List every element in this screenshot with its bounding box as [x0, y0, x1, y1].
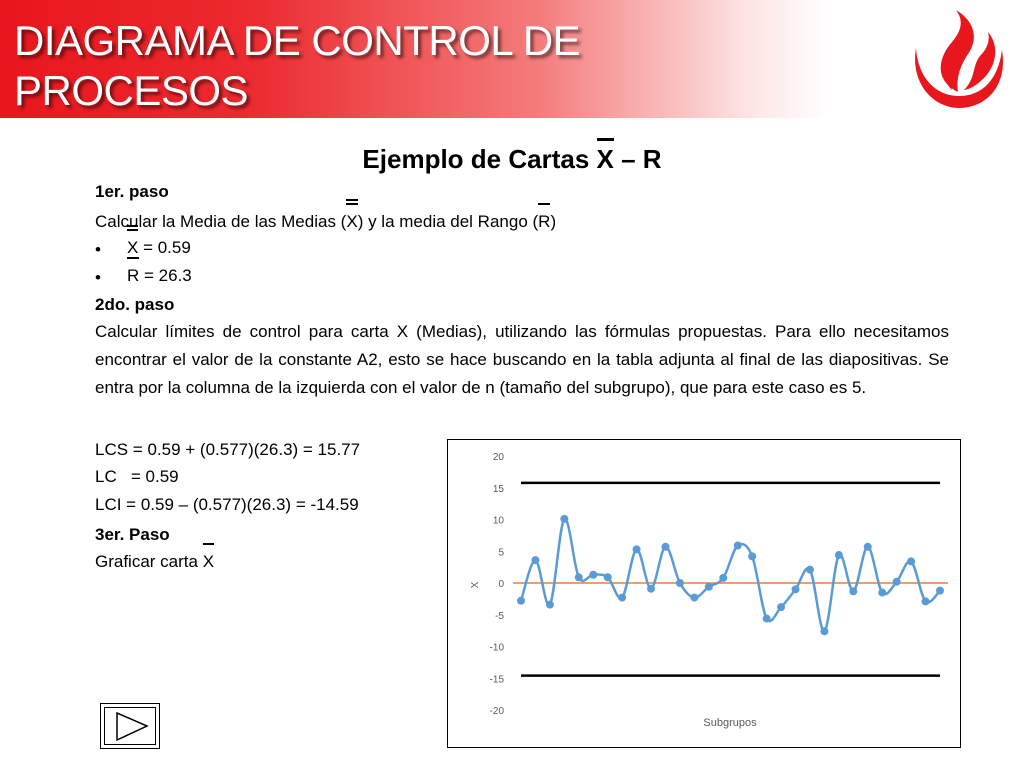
data-point — [589, 571, 597, 579]
step3-desc-text: Graficar carta — [95, 552, 198, 571]
data-point — [575, 573, 583, 581]
control-chart — [447, 439, 961, 748]
series-line — [521, 519, 940, 632]
data-point — [560, 515, 568, 523]
data-point — [907, 557, 915, 565]
y-axis-label: X — [470, 581, 481, 589]
step1-description — [95, 208, 556, 236]
step2-paragraph: Calcular límites de control para carta X (Medias), utilizando las fórmulas propuestas. Para ello necesitamos encontrar el valor de la constante A2, esto se hace buscando en la tabla adjunta al final de las diapositivas. Se entra por la columna de la izquierda con el valor de n (tamaño del subgrupo), que para este caso es 5. — [95, 322, 949, 397]
bullet-item-rbar — [127, 262, 192, 290]
formula-lci: LCI = 0.59 – (0.577)(26.3) = -14.59 — [95, 495, 359, 514]
data-point — [820, 627, 828, 635]
data-point — [777, 603, 785, 611]
title-banner — [0, 0, 830, 118]
banner-title: DIAGRAMA DE CONTROL DE PROCESOS — [14, 17, 581, 114]
y-tick-label: -15 — [489, 674, 504, 686]
step1-xdoublebar-symbol: X — [346, 208, 357, 236]
step1-rbar-symbol: R — [538, 208, 550, 236]
data-point — [604, 573, 612, 581]
y-tick-label: -5 — [495, 610, 504, 622]
data-point — [661, 543, 669, 551]
data-point — [705, 583, 713, 591]
data-point — [546, 601, 554, 609]
data-point — [763, 615, 771, 623]
formula-lcs: LCS = 0.59 + (0.577)(26.3) = 15.77 — [95, 440, 361, 459]
data-point — [849, 587, 857, 595]
y-tick-label: 10 — [492, 515, 504, 527]
formula-lc: LC = 0.59 — [95, 467, 179, 486]
step1-desc-part-c: ) — [550, 212, 557, 231]
data-point — [893, 578, 901, 586]
data-point — [719, 574, 727, 582]
y-tick-label: 15 — [492, 483, 504, 495]
y-tick-label: 20 — [492, 452, 504, 463]
data-point — [531, 556, 539, 564]
step1-desc-part-a: Calcular la Media de las Medias ( — [95, 212, 347, 231]
data-point — [517, 597, 525, 605]
x-axis-label: Subgrupos — [703, 717, 757, 729]
step1-desc-part-b: ) y la media del Rango ( — [357, 212, 539, 231]
step1-title: 1er. paso — [95, 182, 169, 201]
data-point — [618, 594, 626, 602]
data-point — [835, 551, 843, 559]
control-chart-svg — [448, 440, 960, 747]
bullet-icon: • — [95, 268, 101, 287]
y-tick-label: -20 — [489, 706, 504, 717]
bullet-icon: • — [95, 240, 101, 259]
data-point — [647, 585, 655, 593]
xdoublebar-symbol: X — [127, 234, 138, 262]
university-logo-icon — [904, 6, 1014, 114]
data-point — [864, 543, 872, 551]
play-triangle-icon — [105, 708, 155, 744]
heading-r-symbol: R — [642, 144, 662, 174]
heading-xbar-symbol: X — [596, 144, 614, 174]
y-tick-label: 0 — [498, 579, 504, 590]
data-point — [676, 579, 684, 587]
y-tick-label: -10 — [489, 642, 504, 654]
data-point — [922, 597, 930, 605]
y-tick-label: 5 — [498, 547, 504, 559]
slide-heading — [0, 144, 1024, 175]
data-point — [792, 585, 800, 593]
xdoublebar-value: = 0.59 — [138, 238, 191, 257]
next-slide-frame — [104, 707, 156, 745]
rbar-value: = 26.3 — [139, 266, 192, 285]
data-point — [734, 542, 742, 550]
data-point — [633, 545, 641, 553]
data-point — [690, 594, 698, 602]
heading-dash: – — [621, 144, 636, 174]
data-point — [936, 587, 944, 595]
step3-title: 3er. Paso — [95, 525, 170, 544]
data-point — [748, 552, 756, 560]
step3-description — [95, 548, 214, 576]
heading-text: Ejemplo de Cartas — [362, 144, 590, 174]
data-point — [878, 589, 886, 597]
step3-xbar-symbol: X — [203, 548, 214, 576]
next-slide-button[interactable] — [100, 703, 160, 749]
rbar-symbol: R — [127, 262, 139, 290]
step2-title: 2do. paso — [95, 295, 175, 314]
data-point — [806, 566, 814, 574]
